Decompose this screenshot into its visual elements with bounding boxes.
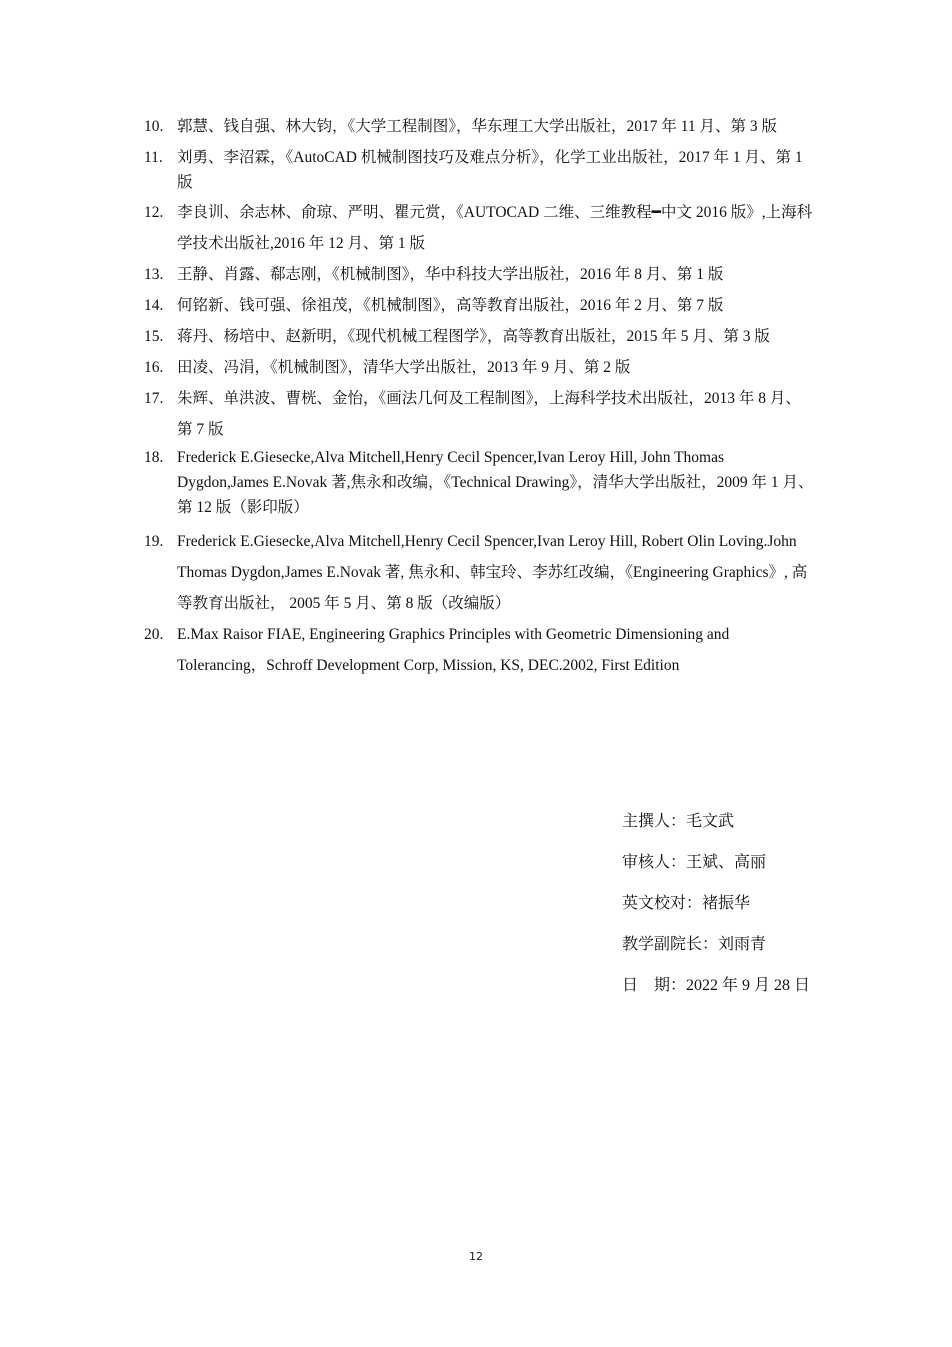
- reference-number: 11.: [144, 149, 163, 166]
- reference-text: 田凌、冯涓，《机械制图》，清华大学出版社，2013 年 9 月、第 2 版: [177, 359, 631, 376]
- reference-text: 何铭新、钱可强、徐祖茂，《机械制图》，高等教育出版社，2016 年 2 月、第 7 版: [177, 297, 724, 314]
- reference-text: 郭慧、钱自强、林大钧，《大学工程制图》，华东理工大学出版社，2017 年 11 月、第 3 版: [177, 118, 778, 135]
- signoff-block: [622, 809, 922, 1014]
- reference-number: 18.: [144, 449, 164, 466]
- reference-number: 13.: [144, 266, 164, 283]
- reference-item-16: [144, 352, 816, 383]
- reference-text: E.Max Raisor FIAE, Engineering Graphics Principles with Geometric Dimensioning and Tolerancing，Schroff Development Corp, Mission, KS, DEC.2002, First Edition: [177, 626, 730, 674]
- reference-number: 20.: [144, 626, 164, 643]
- signoff-reviewer: 审核人：王斌、高丽: [622, 854, 767, 871]
- reference-text: 刘勇、李沼霖，《AutoCAD 机械制图技巧及难点分析》，化学工业出版社，2017 年 1 月、第 1 版: [177, 149, 803, 191]
- reference-text: 朱辉、单洪波、曹桄、金怡，《画法几何及工程制图》，上海科学技术出版社，2013 年 8 月、第 7 版: [177, 390, 801, 438]
- reference-number: 10.: [144, 118, 164, 135]
- page-number: 12: [469, 1250, 483, 1263]
- reference-item-11: [144, 145, 816, 195]
- reference-item-10: [144, 114, 816, 139]
- signoff-vice-dean: 教学副院长：刘雨青: [622, 936, 767, 953]
- reference-number: 15.: [144, 328, 164, 345]
- reference-number: 12.: [144, 204, 164, 221]
- reference-list: [144, 114, 816, 681]
- reference-item-13: [144, 259, 816, 290]
- reference-text: 李良训、余志林、俞琼、严明、瞿元赏，《AUTOCAD 二维、三维教程━中文 2016 版》,上海科学技术出版社,2016 年 12 月、第 1 版: [177, 204, 813, 252]
- reference-text: Frederick E.Giesecke,Alva Mitchell,Henry Cecil Spencer,Ivan Leroy Hill, John Thomas Dygdon,James E.Novak 著,焦永和改编，《Technical Drawing》，清华大学出版社，2009 年 1 月、第 12 版（影印版）: [177, 449, 814, 516]
- reference-item-12: [144, 197, 816, 259]
- reference-number: 19.: [144, 533, 164, 550]
- reference-number: 14.: [144, 297, 164, 314]
- reference-number: 17.: [144, 390, 164, 407]
- reference-item-14: [144, 290, 816, 321]
- reference-item-19: [144, 526, 816, 619]
- reference-item-17: [144, 383, 816, 445]
- reference-item-15: [144, 321, 816, 352]
- reference-text: 蒋丹、杨培中、赵新明，《现代机械工程图学》，高等教育出版社，2015 年 5 月、第 3 版: [177, 328, 770, 345]
- signoff-author: 主撰人：毛文武: [622, 813, 735, 830]
- reference-number: 16.: [144, 359, 164, 376]
- reference-text: 王静、肖露、郗志刚，《机械制图》，华中科技大学出版社，2016 年 8 月、第 1 版: [177, 266, 724, 283]
- reference-item-18: [144, 445, 816, 520]
- signoff-english-proof: 英文校对：褚振华: [622, 895, 751, 912]
- reference-item-20: [144, 619, 816, 681]
- reference-text: Frederick E.Giesecke,Alva Mitchell,Henry Cecil Spencer,Ivan Leroy Hill, Robert Olin Loving.John Thomas Dygdon,James E.Novak 著, 焦永和、韩宝玲、李苏红改编，《Engineering Graphics》, 高等教育出版社， 2005 年 5 月、第 8 版（改编版）: [177, 533, 808, 612]
- signoff-date: 日 期：2022 年 9 月 28 日: [622, 977, 811, 994]
